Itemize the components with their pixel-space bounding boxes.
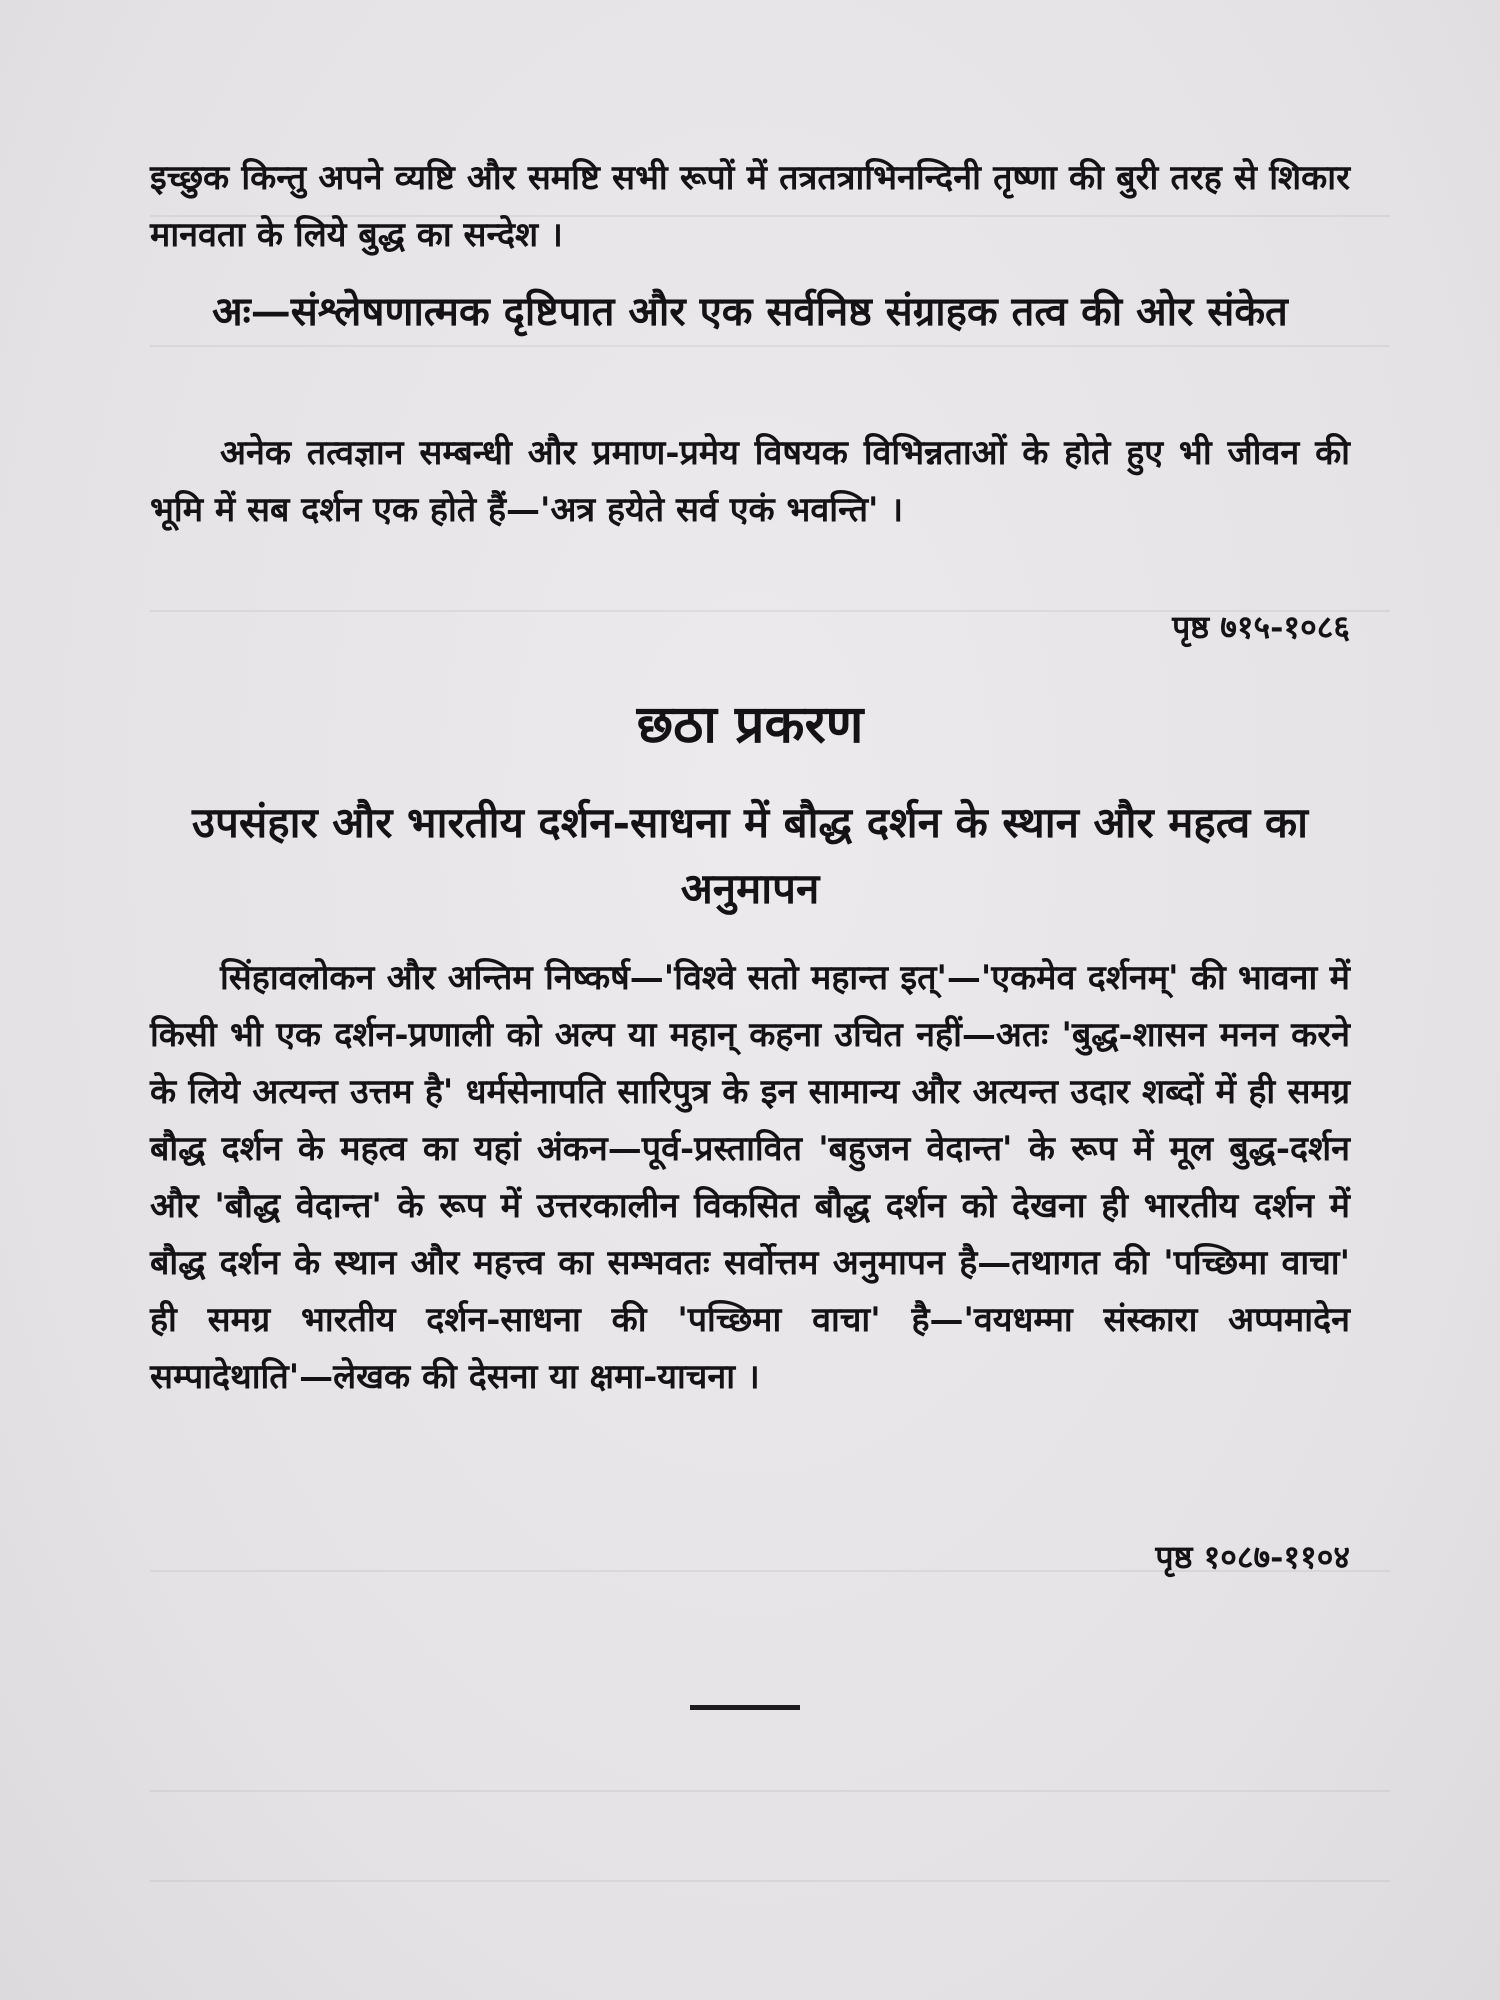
chapter-body: सिंहावलोकन और अन्तिम निष्कर्ष—'विश्वे सतो महान्त इत्'—'एकमेव दर्शनम्' की भावना में किसी भी एक दर्शन-प्रणाली को अल्प या महान् कहना उचित नहीं—अतः 'बुद्ध-शासन मनन करने के लिये अत्यन्त उत्तम है' धर्मसेनापति सारिपुत्र के इन सामान्य और अत्यन्त उदार शब्दों में ही समग्र बौद्ध दर्शन के महत्व का यहां अंकन—पूर्व-प्रस्तावित 'बहुजन वेदान्त' के रूप में मूल बुद्ध-दर्शन और 'बौद्ध वेदान्त' के रूप में उत्तरकालीन विकसित बौद्ध दर्शन को देखना ही भारतीय दर्शन में बौद्ध दर्शन के स्थान और महत्त्व का सम्भवतः सर्वोत्तम अनुमापन है—तथागत की 'पच्छिमा वाचा' ही समग्र भारतीय दर्शन-साधना की 'पच्छिमा वाचा' है—'वयधम्मा संस्कारा अप्पमादेन सम्पादेथाति'—लेखक की देसना या क्षमा-याचना । [150, 958, 1350, 1397]
section-a-heading: अः—संश्लेषणात्मक दृष्टिपात और एक सर्वनिष्ठ संग्राहक तत्व की ओर संकेत [212, 288, 1288, 335]
bleed-through-line [150, 1790, 1390, 1792]
closing-rule [690, 1705, 800, 1710]
bleed-through-line [150, 345, 1390, 347]
chapter-number-title: छठा प्रकरण [636, 694, 864, 755]
chapter-title: उपसंहार और भारतीय दर्शन-साधना में बौद्ध दर्शन के स्थान और महत्व का अनुमापन [192, 798, 1308, 913]
section-a-page-ref: पृष्ठ ७१५-१०८६ [1172, 608, 1350, 646]
bleed-through-line [150, 1880, 1390, 1882]
section-a-body: अनेक तत्वज्ञान सम्बन्धी और प्रमाण-प्रमेय विषयक विभिन्नताओं के होते हुए भी जीवन की भूमि में सब दर्शन एक होते हैं—'अत्र हयेते सर्व एकं भवन्ति' । [150, 433, 1350, 530]
chapter-page-ref: पृष्ठ १०८७-११०४ [1155, 1538, 1350, 1576]
intro-paragraph: इच्छुक किन्तु अपने व्यष्टि और समष्टि सभी रूपों में तत्रतत्राभिनन्दिनी तृष्णा की बुरी तरह से शिकार मानवता के लिये बुद्ध का सन्देश । [150, 158, 1350, 255]
